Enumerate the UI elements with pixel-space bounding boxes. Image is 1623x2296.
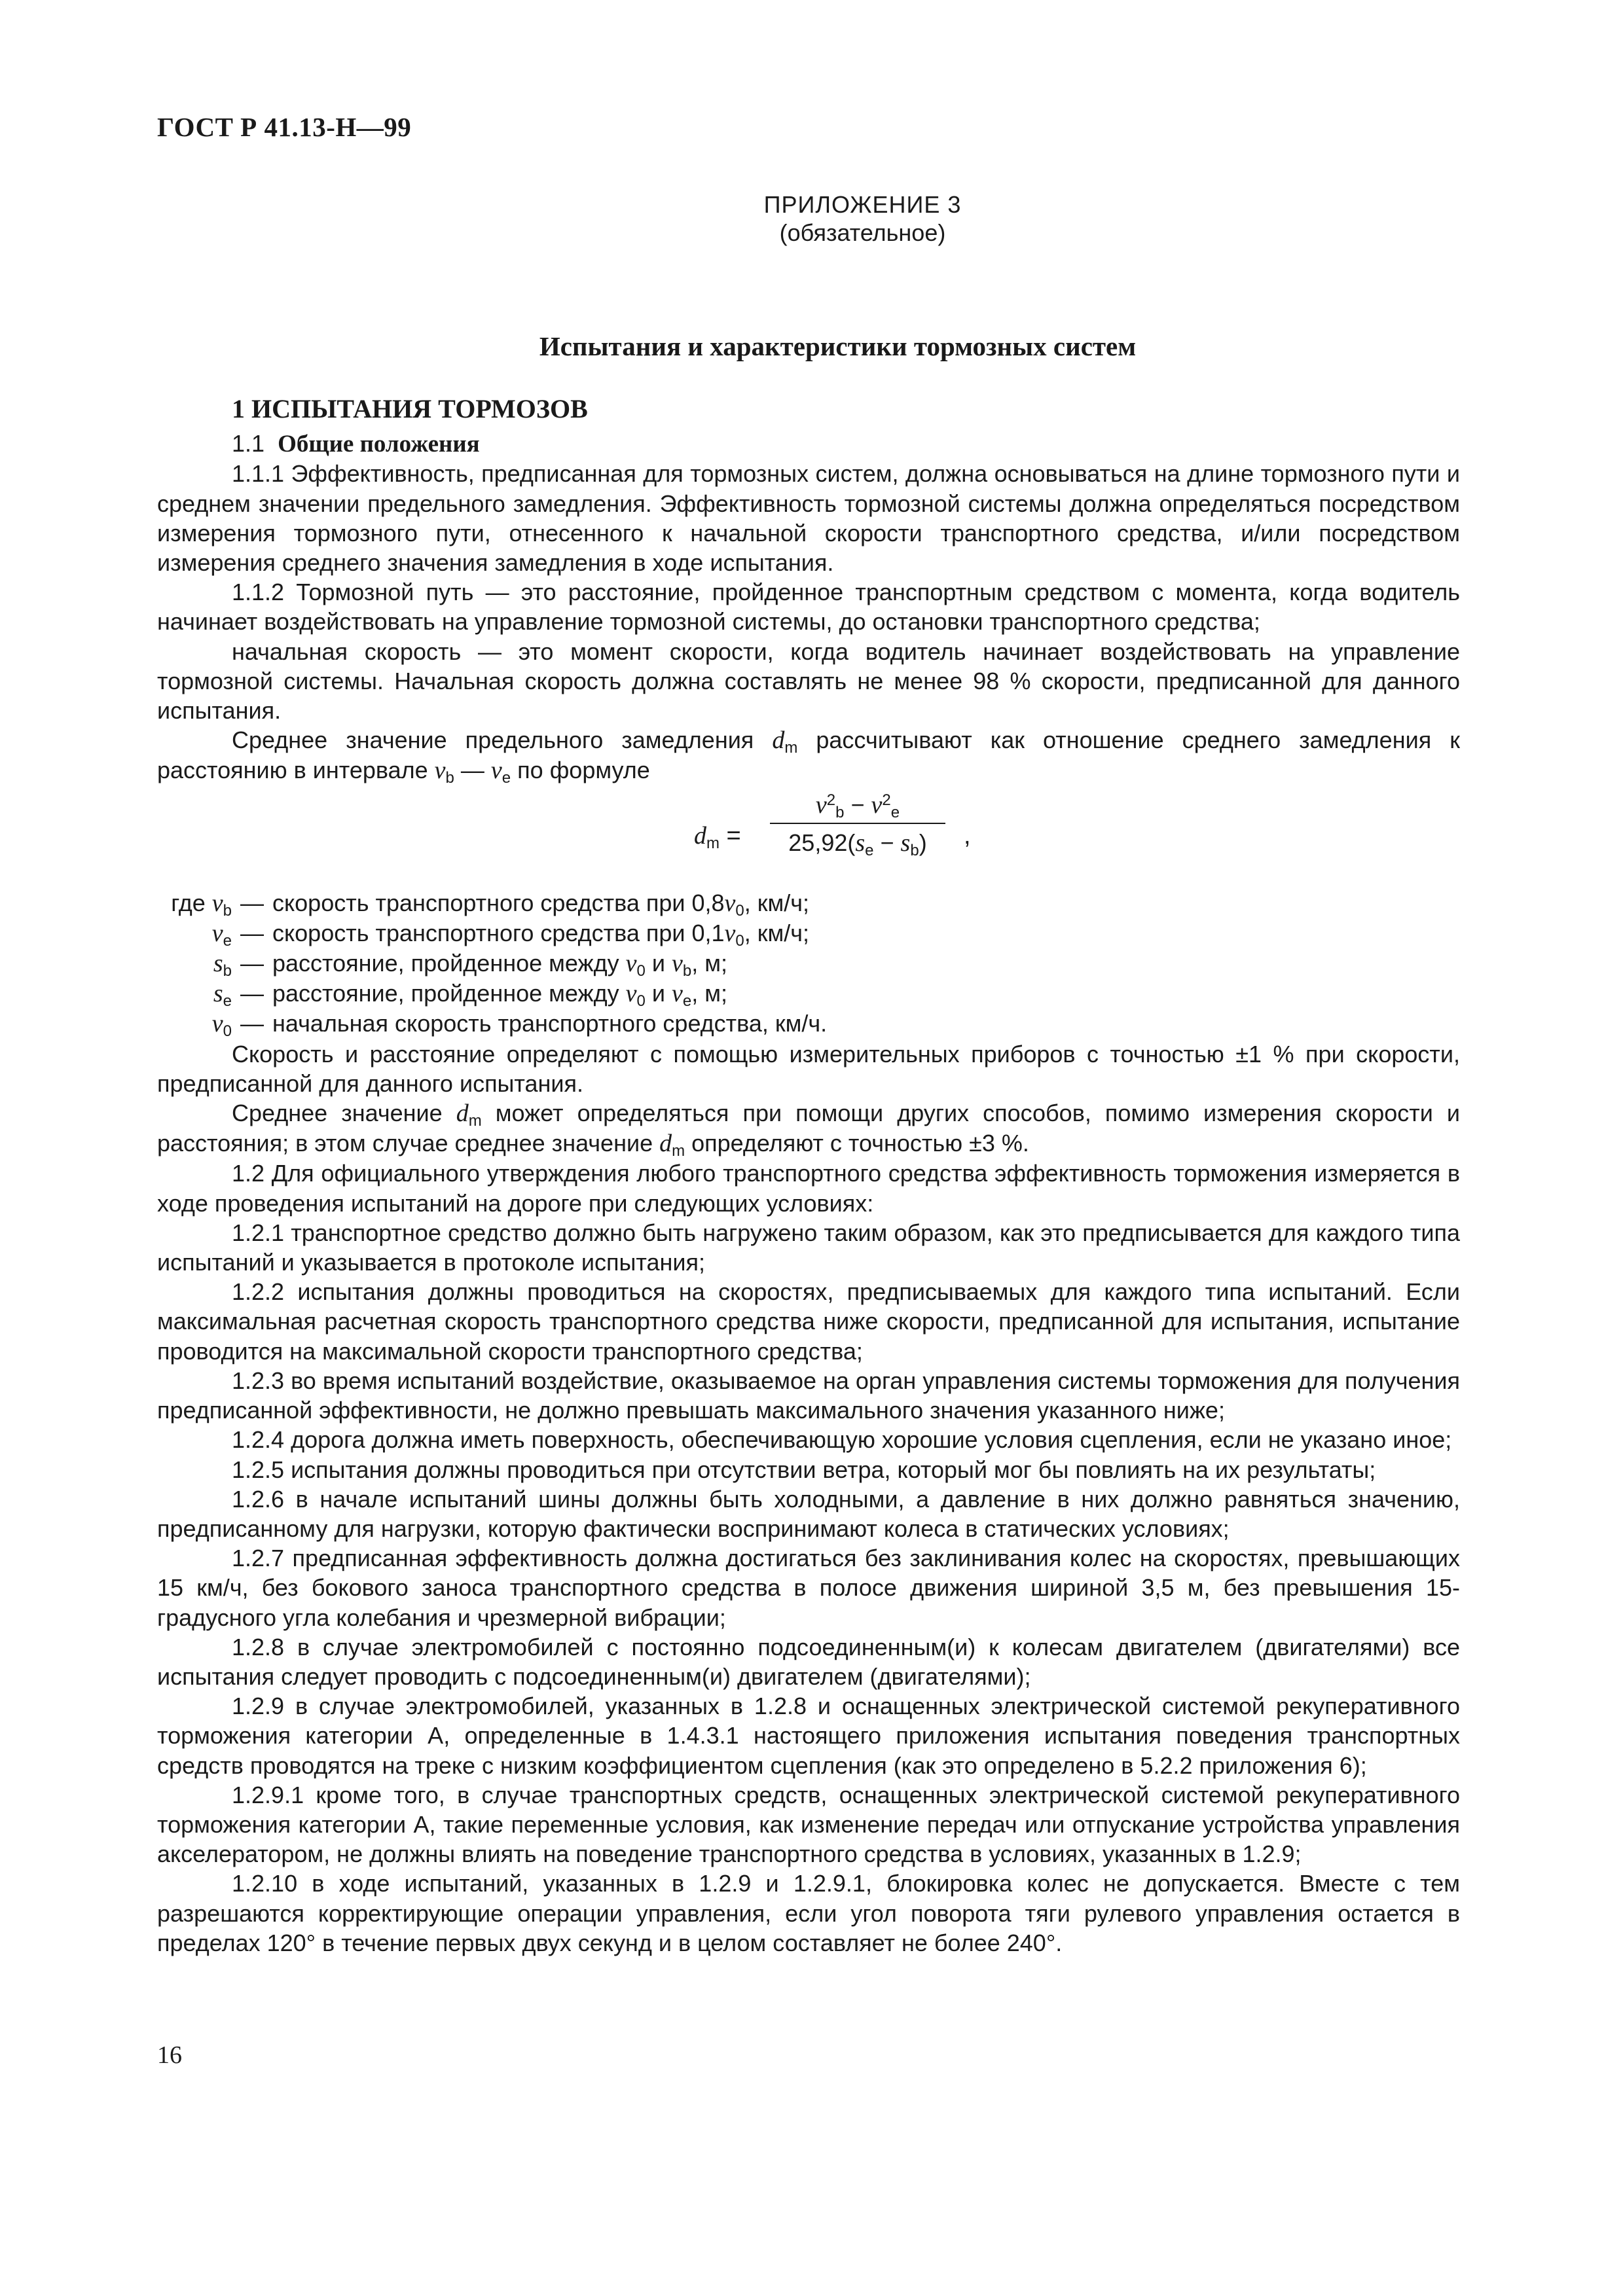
formula-numerator: $v^2_b - v^2_e$ [815,791,900,821]
appendix-status: (обязательное) [779,219,946,246]
dm2-text-b: может определяться при помощи других способов, помимо измерения скорости и расстояния; в этом случае среднее значение [157,1100,1460,1157]
definition-row: $s_e$ — расстояние, пройденное между $v_0$ и $v_e$, м; [213,980,727,1011]
formula-lhs-symbol: d [694,821,706,850]
paragraph-initial-speed: начальная скорость — это момент скорости, когда водитель начинает воздействовать на управление тормозной системы. Начальная скорость должна составлять не менее 98 % скорости, предписанной для данного испытания. [157,637,1460,725]
definition-row: $s_b$ — расстояние, пройденное между $v_0$ и $v_b$, м; [213,950,727,980]
paragraph-1-1-1: 1.1.1 Эффективность, предписанная для тормозных систем, должна основываться на длине тормозного пути и среднем значении предельного замедления. Эффективность тормозной системы должна определяться посредством измерения тормозного пути, отнесенного к начальной скорости транспортного средства, и/или посредством измерения среднего значения замедления в ходе испытания. [157,460,1460,577]
paragraph-1-1-2: 1.1.2 Тормозной путь — это расстояние, пройденное транспортным средством с момента, когда водитель начинает воздействовать на управление тормозной системы, до остановки транспортного средства; [157,579,1460,636]
paragraph-1-2-9: 1.2.9 в случае электромобилей, указанных в 1.2.8 и оснащенных электрической системой рекуперативного торможения категории А, определенные в 1.4.3.1 настоящего приложения испытания поведения транспортных средств проводятся на треке с низким коэффициентом сцепления (как это определено в 5.2.2 приложения 6); [157,1693,1460,1779]
definition-row: $v_e$ — скорость транспортного средства при $0,1v_0$, км/ч; [211,919,810,950]
standard-header: ГОСТ Р 41.13-Н—99 [157,112,412,142]
main-title: Испытания и характеристики тормозных систем [539,331,1137,361]
dm-text-b: рассчитывают как отношение среднего замедления к расстоянию в интервале [157,726,1460,784]
dm-symbol: d [772,726,785,755]
paragraph-1-2-9-1: 1.2.9.1 кроме того, в случае транспортных средств, оснащенных электрической системой рекуперативного торможения категории А, такие переменные условия, как изменение передач или отпускание устройства управления акселератором, не должны влиять на поведение транспортного средства в условиях, указанных в 1.2.9; [157,1781,1460,1868]
appendix-title: ПРИЛОЖЕНИЕ 3 [763,191,962,218]
ve-symbol: v [490,757,502,785]
paragraph-1-2-10: 1.2.10 в ходе испытаний, указанных в 1.2.9 и 1.2.9.1, блокировка колес не допускается. Вместе с тем разрешаются корректирующие операции управления, если угол поворота тяги рулевого управления остается в пределах 120° в течение первых двух секунд и в целом составляет не более 240°. [157,1870,1460,1956]
paragraph-1-2-6: 1.2.6 в начале испытаний шины должны быть холодными, а давление в них должно равняться значению, предписанному для нагрузки, которую фактически воспринимают колеса в статических условиях; [157,1485,1460,1542]
paragraph-1-2-1: 1.2.1 транспортное средство должно быть нагружено таким образом, как это предписывается для каждого типа испытаний и указывается в протоколе испытания; [157,1219,1460,1276]
formula-lhs-subscript: m [706,834,720,852]
dm-subscript: m [784,739,798,757]
subsection-heading [157,429,1460,459]
formula-fraction [766,790,949,858]
subsection-number: 1.1 [232,430,265,457]
paragraph-accuracy: Скорость и расстояние определяют с помощью измерительных приборов с точностью ±1 % при скорости, предписанной для данного испытания. [157,1040,1460,1097]
paragraph-1-2: 1.2 Для официального утверждения любого транспортного средства эффективность торможения измеряется в ходе проведения испытаний на дороге при следующих условиях: [157,1160,1460,1217]
vb-symbol: v [434,757,446,785]
section-heading: 1 ИСПЫТАНИЯ ТОРМОЗОВ [232,394,588,423]
ve-subscript: e [501,769,511,787]
paragraph-1-2-7: 1.2.7 предписанная эффективность должна достигаться без заклинивания колес на скоростях, превышающих 15 км/ч, без бокового заноса транспортного средства в полосе движения шириной 3,5 м, без превышения 15-градусного угла колебания и чрезмерной вибрации; [157,1545,1460,1631]
subsection-title: Общие положения [278,431,480,458]
paragraph-1-2-5: 1.2.5 испытания должны проводиться при отсутствии ветра, который мог бы повлиять на их результаты; [232,1456,1376,1483]
dm2-text-c: определяют с точностью ±3 %. [691,1130,1029,1157]
vb-subscript: b [445,769,454,787]
page-number: 16 [157,2041,182,2069]
dm2-text-a: Среднее значение [232,1100,443,1127]
formula-comma: , [964,821,971,850]
formula-lhs: $d_m$ = [694,821,741,852]
paragraph-1-2-4: 1.2.4 дорога должна иметь поверхность, обеспечивающую хорошие условия сцепления, если не указано иное; [232,1426,1452,1454]
body-text [157,394,1460,1958]
dm-text-a: Среднее значение предельного замедления [232,726,754,754]
dm-text-c: по формуле [517,757,650,784]
paragraph-dm-definition: Среднее значение предельного замедления $d_m$ рассчитывают как отношение среднего замедления к расстоянию в интервале $v_b$ — $v_e$ по формуле [157,726,1460,787]
formula-denominator: $25,92(s_e - s_b)$ [788,829,927,859]
variable-definitions [157,888,1460,1039]
paragraph-1-2-3: 1.2.3 во время испытаний воздействие, оказываемое на орган управления системы торможения для получения предписанной эффективности, не должно превышать максимального значения указанного ниже; [157,1367,1460,1424]
paragraph-1-2-2: 1.2.2 испытания должны проводиться на скоростях, предписываемых для каждого типа испытаний. Если максимальная расчетная скорость транспортного средства ниже скорости, предписанной для испытания, испытание проводится на максимальной скорости транспортного средства; [157,1278,1460,1365]
paragraph-1-2-8: 1.2.8 в случае электромобилей с постоянно подсоединенным(и) к колесам двигателем (двигателями) все испытания следует проводить с подсоединенным(и) двигателем (двигателями); [157,1633,1460,1690]
deceleration-formula [157,790,1460,888]
definition-row: $v_0$ — начальная скорость транспортного средства, км/ч. [211,1010,828,1041]
paragraph-dm-alternative: Среднее значение $d_m$ может определяться при помощи других способов, помимо измерения скорости и расстояния; в этом случае среднее значение $d_m$ определяют с точностью ±3 %. [157,1100,1460,1160]
definition-row: где $v_b$ — скорость транспортного средства при $0,8v_0$, км/ч; [171,889,810,920]
